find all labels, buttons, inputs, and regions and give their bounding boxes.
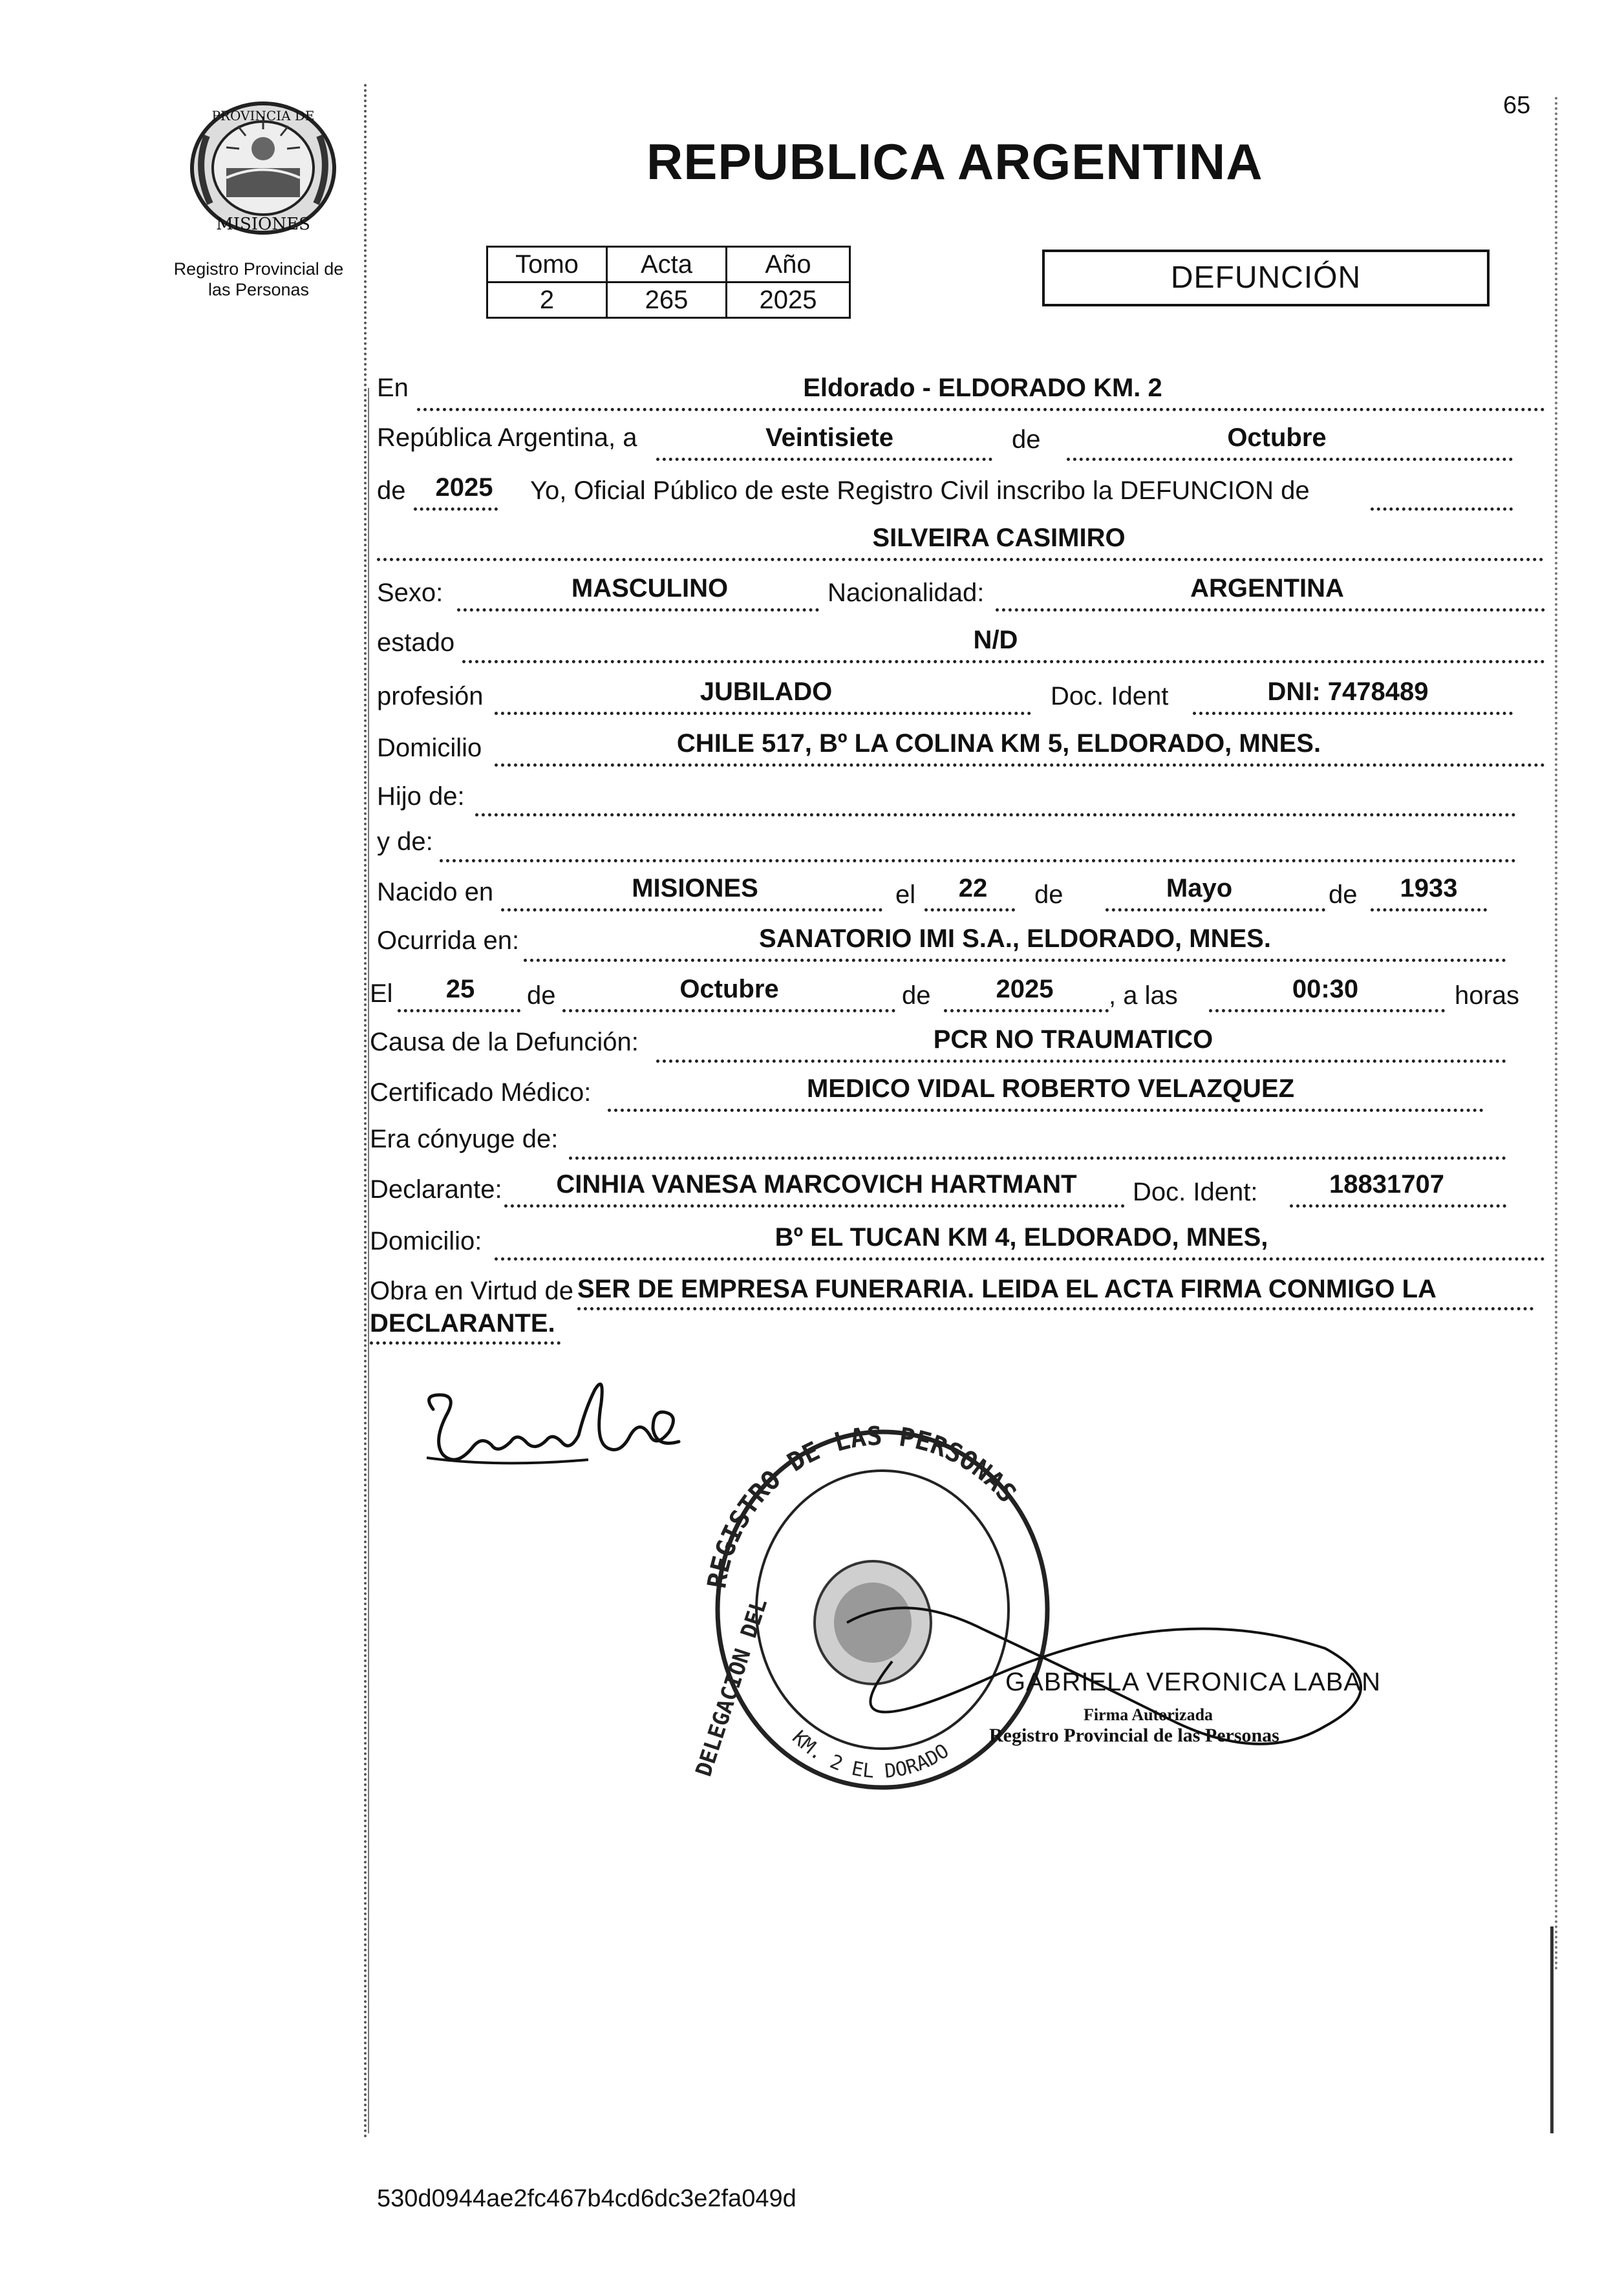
value-causa: PCR NO TRAUMATICO [933, 1025, 1213, 1054]
stamp-authorized: Firma Autorizada [1084, 1705, 1213, 1724]
value-sexo: MASCULINO [571, 574, 729, 602]
label-estado: estado [377, 628, 455, 657]
label-de-anio: de [377, 476, 406, 505]
label-profesion: profesión [377, 682, 484, 710]
value-lugar: Eldorado - ELDORADO KM. 2 [803, 374, 1162, 402]
label-domicilio: Domicilio [377, 734, 482, 762]
acta-header-tomo: Tomo [487, 247, 607, 283]
acta-value-row [487, 283, 850, 318]
label-ocurrida-en: Ocurrida en: [377, 926, 520, 955]
value-doc: DNI: 7478489 [1267, 677, 1429, 706]
value-fall-anio: 2025 [996, 975, 1054, 1003]
label-de-fall-anio: de [902, 981, 931, 1010]
acta-value-acta: 265 [607, 283, 727, 318]
field-defuncion-de [1371, 473, 1513, 511]
value-obra-line1: SER DE EMPRESA FUNERARIA. LEIDA EL ACTA FIRMA CONMIGO LA [577, 1275, 1437, 1303]
value-ocurrida-en: SANATORIO IMI S.A., ELDORADO, MNES. [759, 924, 1271, 953]
label-yo-oficial: Yo, Oficial Público de este Registro Civil inscribo la DEFUNCION de [530, 476, 1310, 505]
label-horas: horas [1455, 981, 1520, 1010]
svg-text:KM. 2 EL DORADO [787, 1727, 953, 1784]
value-nacionalidad: ARGENTINA [1190, 574, 1344, 602]
label-de-mes: de [1012, 425, 1041, 454]
value-hora: 00:30 [1292, 975, 1359, 1003]
value-nacido-en: MISIONES [632, 874, 758, 902]
seal-text-left: DELEGACIÓN DEL [690, 1595, 773, 1780]
scan-left-border [364, 84, 367, 2140]
label-obra: Obra en Virtud de [370, 1277, 574, 1305]
acta-header-acta: Acta [607, 247, 727, 283]
svg-text:MISIONES: MISIONES [216, 215, 310, 234]
label-y-de: y de: [377, 827, 433, 856]
value-dia-letras: Veintisiete [765, 423, 893, 452]
underline-obra-line2 [370, 1341, 561, 1345]
label-de-fall-mes: de [527, 981, 556, 1010]
label-nacido-en: Nacido en [377, 878, 494, 906]
value-declarante-doc: 18831707 [1329, 1170, 1444, 1199]
scan-left-border-inner [368, 388, 369, 2133]
value-certificado: MEDICO VIDAL ROBERTO VELAZQUEZ [806, 1074, 1295, 1103]
label-nacionalidad: Nacionalidad: [828, 579, 985, 607]
label-el-cap: El [370, 979, 393, 1008]
stamp-registry: Registro Provincial de las Personas [989, 1725, 1279, 1746]
label-en: En [377, 374, 409, 402]
label-doc-ident-colon: Doc. Ident: [1133, 1178, 1258, 1206]
registry-name: Registro Provincial de las Personas [173, 259, 344, 299]
label-domicilio-declarante: Domicilio: [370, 1227, 482, 1255]
label-de-nac-mes: de [1034, 880, 1063, 909]
value-domicilio-declarante: Bº EL TUCAN KM 4, ELDORADO, MNES, [775, 1223, 1268, 1252]
acta-header-anio: Año [727, 247, 850, 283]
value-nac-anio: 1933 [1400, 874, 1458, 902]
label-de-nac-anio: de [1329, 880, 1358, 909]
stamp-official-name: GABRIELA VERONICA LABAN [1005, 1668, 1381, 1696]
value-nombre: SILVEIRA CASIMIRO [872, 524, 1126, 552]
value-obra-line2: DECLARANTE. [370, 1309, 555, 1338]
page-number: 65 [1503, 92, 1531, 119]
field-y-de [440, 825, 1516, 862]
field-conyuge [569, 1122, 1506, 1160]
field-hijo-de [475, 779, 1516, 816]
label-declarante: Declarante: [370, 1175, 502, 1204]
value-nac-mes: Mayo [1166, 874, 1233, 902]
value-declarante: CINHIA VANESA MARCOVICH HARTMANT [556, 1170, 1077, 1199]
seal-text-bottom: KM. 2 EL DORADO [787, 1726, 954, 1784]
page-title: REPUBLICA ARGENTINA [646, 133, 1263, 190]
scan-right-border-lower [1550, 1926, 1554, 2133]
acta-value-anio: 2025 [727, 283, 850, 318]
label-republica: República Argentina, a [377, 423, 637, 452]
value-fall-mes: Octubre [679, 975, 779, 1003]
misiones-emblem-icon [181, 97, 346, 242]
svg-text:PROVINCIA DE: PROVINCIA DE [211, 108, 315, 123]
value-nac-dia: 22 [958, 874, 988, 902]
acta-table [486, 246, 851, 319]
scan-right-border [1555, 97, 1557, 1972]
record-type-box: DEFUNCIÓN [1042, 250, 1490, 306]
label-conyuge: Era cónyuge de: [370, 1125, 559, 1153]
value-mes: Octubre [1227, 423, 1327, 452]
label-el: el [895, 880, 916, 909]
document-hash: 530d0944ae2fc467b4cd6dc3e2fa049d [377, 2185, 796, 2212]
label-certificado: Certificado Médico: [370, 1078, 592, 1107]
label-causa: Causa de la Defunción: [370, 1028, 639, 1056]
underline-obra-line1 [577, 1307, 1534, 1310]
value-anio: 2025 [435, 473, 493, 502]
value-fall-dia: 25 [445, 975, 475, 1003]
value-profesion: JUBILADO [700, 677, 833, 706]
label-sexo: Sexo: [377, 579, 443, 607]
seal-text-top: REGISTRO DE LAS PERSONAS [702, 1421, 1022, 1591]
label-a-las: , a las [1109, 981, 1178, 1010]
acta-header-row [487, 247, 850, 283]
acta-value-tomo: 2 [487, 283, 607, 318]
value-estado: N/D [973, 626, 1018, 654]
label-doc-ident: Doc. Ident [1051, 682, 1169, 710]
value-domicilio: CHILE 517, Bº LA COLINA KM 5, ELDORADO, MNES. [676, 729, 1321, 758]
label-hijo-de: Hijo de: [377, 782, 465, 811]
declarant-signature [420, 1370, 692, 1493]
